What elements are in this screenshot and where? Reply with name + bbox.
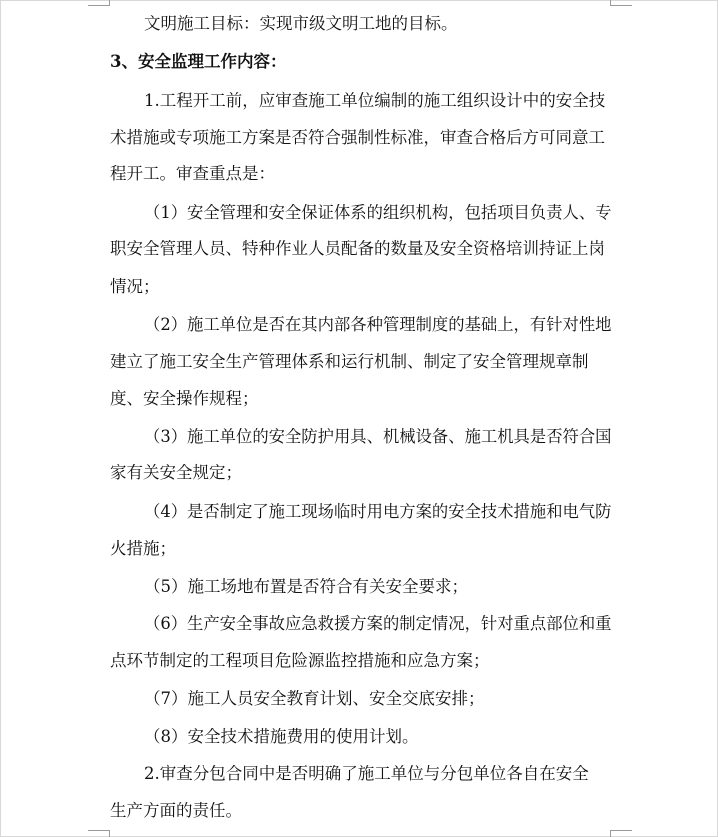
crop-mark-bottom-right-h — [610, 830, 632, 831]
crop-mark-top-left-h — [88, 5, 110, 6]
text-line: （3）施工单位的安全防护用具、机械设备、施工机具是否符合国 — [144, 427, 612, 446]
text-line: 点环节制定的工程项目危险源监控措施和应急方案； — [110, 651, 490, 670]
text-line: 文明施工目标：实现市级文明工地的目标。 — [144, 14, 458, 33]
text-line: 程开工。审查重点是： — [110, 164, 275, 183]
crop-mark-top-right-h — [610, 5, 632, 6]
text-line: 2.审查分包合同中是否明确了施工单位与分包单位各自在安全 — [144, 764, 589, 783]
text-line: 家有关安全规定； — [110, 463, 242, 482]
text-line: 生产方面的责任。 — [110, 801, 242, 820]
text-line: 术措施或专项施工方案是否符合强制性标准，审查合格后方可同意工 — [110, 128, 605, 147]
text-line: 职安全管理人员、特种作业人员配备的数量及安全资格培训持证上岗 — [110, 239, 605, 258]
text-line: 1.工程开工前，应审查施工单位编制的施工组织设计中的安全技 — [144, 91, 606, 110]
text-line: 情况； — [110, 277, 160, 296]
text-line: （4）是否制定了施工现场临时用电方案的安全技术措施和电气防 — [144, 502, 612, 521]
text-line: （2）施工单位是否在其内部各种管理制度的基础上，有针对性地 — [144, 315, 612, 334]
crop-mark-bottom-right-v — [610, 830, 611, 837]
text-line: （7）施工人员安全教育计划、安全交底安排； — [144, 689, 485, 708]
crop-mark-top-right-v — [610, 0, 611, 6]
section-heading: 3、安全监理工作内容： — [110, 52, 287, 71]
text-line: 火措施； — [110, 539, 176, 558]
text-line: 度、安全操作规程； — [110, 389, 259, 408]
crop-mark-bottom-left-h — [88, 830, 110, 831]
text-line: （5）施工场地布置是否符合有关安全要求； — [144, 577, 468, 596]
crop-mark-bottom-left-v — [109, 830, 110, 837]
text-line: （1）安全管理和安全保证体系的组织机构，包括项目负责人、专 — [144, 203, 612, 222]
text-line: （6）生产安全事故应急救援方案的制定情况，针对重点部位和重 — [144, 614, 612, 633]
crop-mark-top-left-v — [109, 0, 110, 6]
text-line: 建立了施工安全生产管理体系和运行机制、制定了安全管理规章制 — [110, 352, 589, 371]
text-line: （8）安全技术措施费用的使用计划。 — [144, 727, 419, 746]
